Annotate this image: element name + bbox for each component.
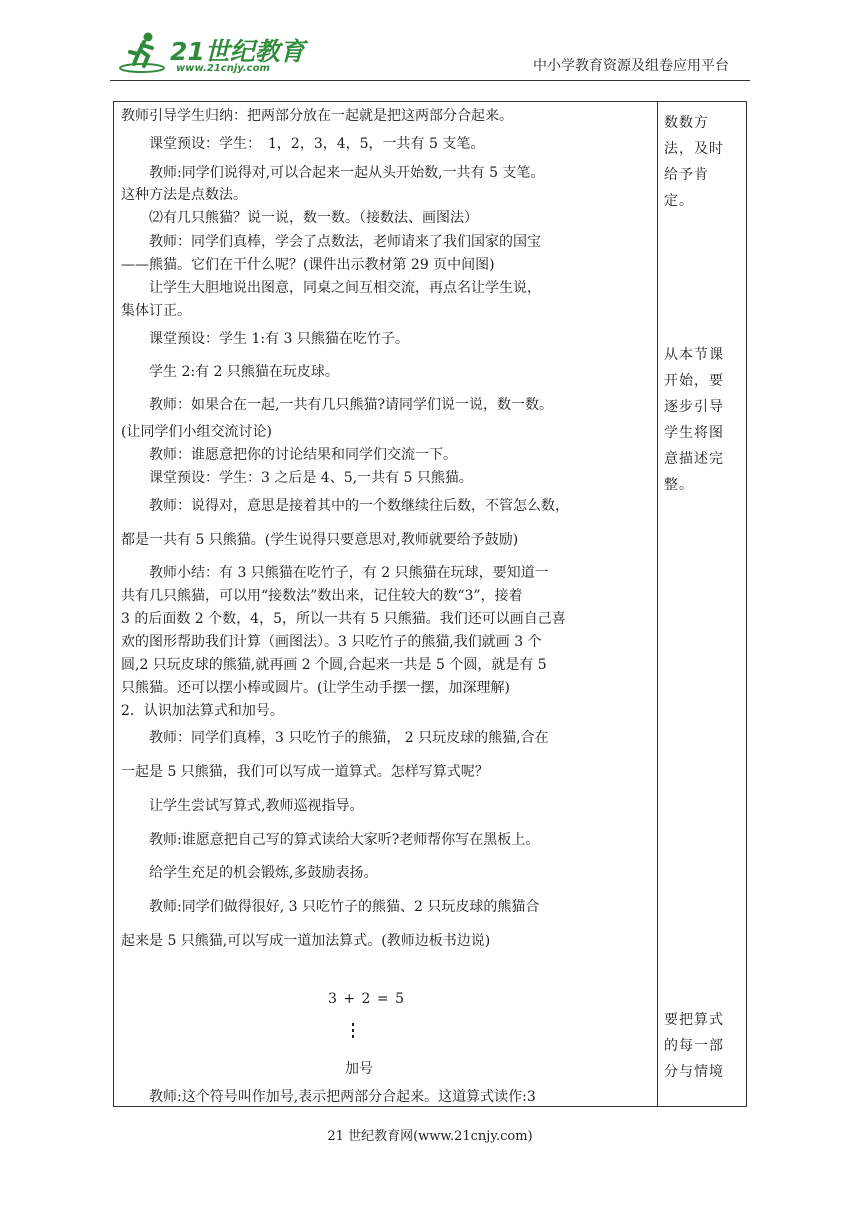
page-header bbox=[0, 0, 860, 100]
note-line: 意描述完 bbox=[664, 451, 724, 467]
side-note-counting bbox=[664, 110, 742, 214]
text-line: 给学生充足的机会锻炼,多鼓励表扬。 bbox=[149, 865, 378, 881]
note-line: 要把算式 bbox=[664, 1012, 724, 1028]
text-line: (让同学们小组交流讨论) bbox=[121, 424, 272, 440]
text-line: 让学生尝试写算式,教师巡视指导。 bbox=[149, 798, 364, 814]
note-line: 分与情境 bbox=[664, 1064, 724, 1080]
text-line: 起来是 5 只熊猫,可以写成一道加法算式。(教师边板书边说) bbox=[121, 933, 491, 949]
text-line: 教师：说得对，意思是接着其中的一个数继续往后数，不管怎么数， bbox=[149, 498, 569, 514]
page-footer: 21 世纪教育网(www.21cnjy.com) bbox=[327, 1129, 533, 1144]
text-line: 课堂预设：学生：3 之后是 4、5,一共有 5 只熊猫。 bbox=[149, 470, 473, 486]
text-line: 教师：如果合在一起,一共有几只熊猫?请同学们说一说，数一数。 bbox=[149, 397, 553, 413]
text-line: 教师:同学们做得很好, 3 只吃竹子的熊猫、2 只玩皮球的熊猫合 bbox=[149, 899, 540, 915]
logo bbox=[118, 30, 305, 78]
addition-formula: 3 + 2 = 5 bbox=[328, 991, 405, 1007]
text-line: ——熊猫。它们在干什么呢？(课件出示教材第 29 页中间图) bbox=[121, 257, 495, 273]
text-line: 这种方法是点数法。 bbox=[121, 187, 247, 203]
note-line: 开始，要 bbox=[664, 373, 724, 389]
text-line: 教师：同学们真棒，学会了点数法，老师请来了我们国家的国宝 bbox=[149, 234, 541, 250]
text-line: 3 的后面数 2 个数，4，5，所以一共有 5 只熊猫。我们还可以画自己喜 bbox=[121, 611, 566, 627]
text-line: 只熊猫。还可以摆小棒或圆片。(让学生动手摆一摆，加深理解) bbox=[121, 680, 510, 696]
note-line: 逐步引导 bbox=[664, 399, 724, 415]
text-line: ⑵有几只熊猫？说一说，数一数。（接数法、画图法） bbox=[149, 210, 478, 226]
text-line: 2．认识加法算式和加号。 bbox=[121, 703, 284, 719]
main-column bbox=[114, 102, 657, 1106]
text-line: 教师:这个符号叫作加号,表示把两部分合起来。这道算式读作:3 bbox=[149, 1089, 536, 1105]
text-line: 教师小结：有 3 只熊猫在吃竹子，有 2 只熊猫在玩球，要知道一 bbox=[149, 565, 549, 581]
side-note-formula bbox=[664, 1007, 742, 1085]
note-line: 的每一部 bbox=[664, 1038, 724, 1054]
text-line: 教师:同学们说得对,可以合起来一起从头开始数,一共有 5 支笔。 bbox=[149, 165, 545, 181]
note-line: 数数方 bbox=[664, 115, 709, 131]
text-line: 教师：同学们真棒，3 只吃竹子的熊猫， 2 只玩皮球的熊猫,合在 bbox=[149, 730, 549, 746]
text-line: 一起是 5 只熊猫，我们可以写成一道算式。怎样写算式呢？ bbox=[121, 764, 489, 780]
note-line: 给予肯 bbox=[664, 167, 709, 183]
column-divider bbox=[657, 102, 658, 1106]
text-line: 课堂预设：学生： 1，2，3，4，5，一共有 5 支笔。 bbox=[149, 136, 485, 152]
text-line: 欢的图形帮助我们计算（画图法）。3 只吃竹子的熊猫,我们就画 3 个 bbox=[121, 634, 542, 650]
plus-sign-label: 加号 bbox=[345, 1061, 373, 1077]
logo-url: www.21cnjy.com bbox=[176, 63, 270, 74]
logo-text: 21世纪教育 bbox=[170, 37, 305, 66]
platform-title: 中小学教育资源及组卷应用平台 bbox=[533, 58, 729, 74]
note-line: 整。 bbox=[664, 477, 694, 493]
text-line: 教师引导学生归纳：把两部分放在一起就是把这两部分合起来。 bbox=[121, 108, 513, 124]
text-line: 集体订正。 bbox=[121, 303, 191, 319]
side-note-describe bbox=[664, 342, 742, 498]
pointer-dots-icon bbox=[350, 1023, 356, 1043]
note-line: 法，及时 bbox=[664, 141, 724, 157]
text-line: 教师:谁愿意把自己写的算式读给大家听?老师帮你写在黑板上。 bbox=[149, 832, 540, 848]
lesson-table bbox=[113, 101, 747, 1107]
note-line: 从本节课 bbox=[664, 347, 724, 363]
text-line: 学生 2:有 2 只熊猫在玩皮球。 bbox=[149, 364, 339, 380]
header-rule bbox=[110, 80, 750, 81]
runner-logo-icon bbox=[118, 30, 170, 74]
text-line: 圆,2 只玩皮球的熊猫,就再画 2 个圆,合起来一共是 5 个圆，就是有 5 bbox=[121, 657, 547, 673]
text-line: 让学生大胆地说出图意，同桌之间互相交流，再点名让学生说， bbox=[149, 280, 541, 296]
text-line: 共有几只熊猫，可以用“接数法”数出来，记住较大的数“3”，接着 bbox=[121, 588, 523, 604]
text-line: 都是一共有 5 只熊猫。(学生说得只要意思对,教师就要给予鼓励) bbox=[121, 532, 519, 548]
text-line: 课堂预设：学生 1:有 3 只熊猫在吃竹子。 bbox=[149, 331, 409, 347]
note-line: 定。 bbox=[664, 193, 694, 209]
note-line: 学生将图 bbox=[664, 425, 724, 441]
text-line: 教师：谁愿意把你的讨论结果和同学们交流一下。 bbox=[149, 447, 457, 463]
